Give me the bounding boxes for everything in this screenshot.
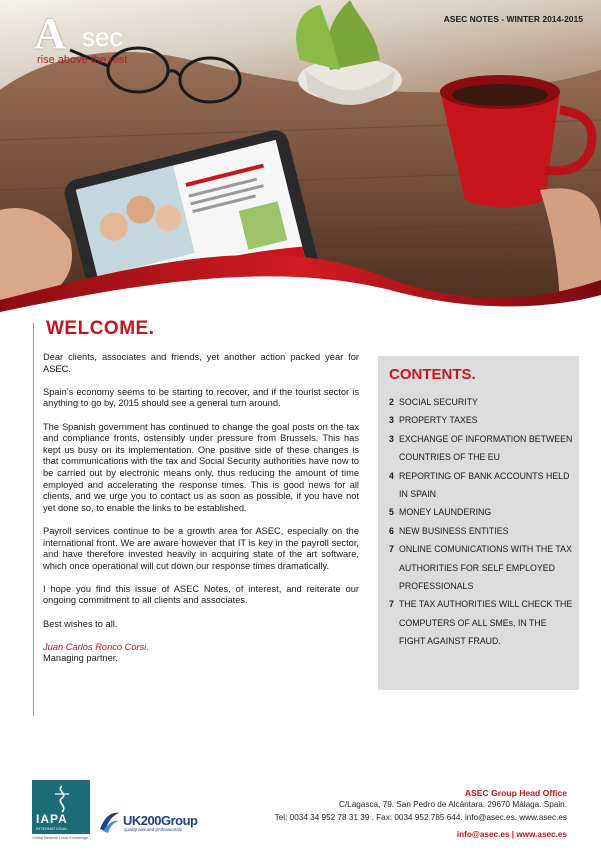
- contents-item[interactable]: [389, 595, 575, 650]
- contents-page: 5: [389, 507, 394, 518]
- iapa-name: IAPA: [36, 812, 68, 826]
- welcome-paragraph: Dear clients, associates and friends, yet another action packed year for ASEC.: [43, 352, 359, 374]
- uk200-swoosh-icon: [97, 809, 121, 835]
- head-office-address: C/Lagasca, 79. San Pedro de Alcántara. 29670 Málaga. Spain.: [338, 800, 567, 810]
- signer-name: Juan Carlos Ronco Corsi.: [43, 641, 149, 652]
- head-office-web[interactable]: info@asec.es | www.asec.es: [456, 830, 567, 840]
- signer-role: Managing partner.: [43, 653, 118, 664]
- uk200-name: UK200Group: [123, 813, 198, 828]
- issue-label: ASEC NOTES - WINTER 2014-2015: [443, 14, 583, 24]
- welcome-paragraph: Payroll services continue to be a growth area for ASEC, especially on the international front. We are aware however that IT is key in the payroll sector, and have therefore invested heavily in acquiring state of the art software, which once operational will cut down our response times dramatically.: [43, 525, 359, 571]
- contents-item-title: EXCHANGE OF INFORMATION BETWEEN COUNTRIES OF THE EU: [399, 433, 573, 463]
- welcome-paragraph: Best wishes to all.: [43, 618, 118, 629]
- welcome-paragraph: Spain’s economy seems to be starting to recover, and if the tourist sector is anything to go by, 2015 should see a general turn around.: [43, 386, 359, 409]
- contents-item[interactable]: [389, 467, 575, 504]
- welcome-title: WELCOME.: [46, 318, 155, 339]
- contents-item[interactable]: [389, 430, 575, 467]
- uk200-logo: [97, 805, 207, 837]
- contents-item[interactable]: [389, 522, 575, 540]
- contents-title: CONTENTS.: [389, 366, 476, 383]
- contents-item-title: PROPERTY TAXES: [399, 415, 478, 426]
- contents-page: 2: [389, 397, 394, 407]
- contents-box: [378, 356, 579, 690]
- contents-item-title: SOCIAL SECURITY: [399, 397, 478, 407]
- contents-item[interactable]: [389, 503, 575, 521]
- contents-page: 7: [389, 544, 394, 555]
- contents-item-title: NEW BUSINESS ENTITIES: [399, 525, 509, 536]
- iapa-sub: INTERNATIONAL: [36, 826, 68, 831]
- contents-item-title: MONEY LAUNDERING: [399, 507, 492, 518]
- contents-item[interactable]: [389, 411, 575, 429]
- asec-logo: [34, 9, 154, 72]
- logo-letter: A: [34, 9, 66, 58]
- contents-page: 7: [389, 599, 394, 610]
- contents-item-title: REPORTING OF BANK ACCOUNTS HELD IN SPAIN: [399, 470, 570, 500]
- cover-photo: [0, 0, 601, 318]
- uk200-sub: quality assured professionals: [124, 827, 183, 832]
- contents-item[interactable]: [389, 540, 575, 595]
- iapa-figure-icon: [52, 784, 72, 814]
- contents-list: [389, 393, 575, 651]
- head-office-title: ASEC Group Head Office: [464, 788, 567, 798]
- welcome-letter: [43, 352, 359, 665]
- iapa-logo: [32, 780, 90, 834]
- iapa-caption: Global Network Local Knowledge: [32, 836, 88, 840]
- contents-item-title: THE TAX AUTHORITIES WILL CHECK THE COMPUTERS OF ALL SMEs, IN THE FIGHT AGAINST FRAUD.: [399, 599, 573, 647]
- logo-word: sec: [82, 22, 123, 52]
- head-office-phone: Tel: 0034 34 952 78 31 39 . Fax: 0034 952 785 644. info@asec.es. www.asec.es: [274, 812, 567, 822]
- contents-page: 3: [389, 433, 394, 444]
- contents-item[interactable]: [389, 393, 575, 411]
- welcome-paragraph: I hope you find this issue of ASEC Notes, of interest, and reiterate our ongoing commitment to all clients and associates.: [43, 583, 359, 606]
- head-office-block: [275, 787, 567, 842]
- column-divider: [33, 323, 34, 716]
- contents-page: 4: [389, 470, 394, 481]
- logo-tagline: rise above the rest: [37, 54, 128, 66]
- welcome-paragraph: The Spanish government has continued to change the goal posts on the tax and compliance fronts, ostensibly under pressure from Brussels. This has kept us busy on its implementation. One positive side of these changes is that communications with the tax and Social Security authorities have now to be carried out by electronic means only, thus reducing the amount of time employed and accelerating the response times. This is good news for all clients, and we urge you to contact us as soon as possible, if you have not yet done so, to enable the links to be established.: [43, 421, 359, 513]
- contents-page: 6: [389, 525, 394, 536]
- contents-page: 3: [389, 415, 394, 426]
- contents-item-title: ONLINE COMUNICATIONS WITH THE TAX AUTHORITIES FOR SELF EMPLOYED PROFESSIONALS: [399, 544, 572, 592]
